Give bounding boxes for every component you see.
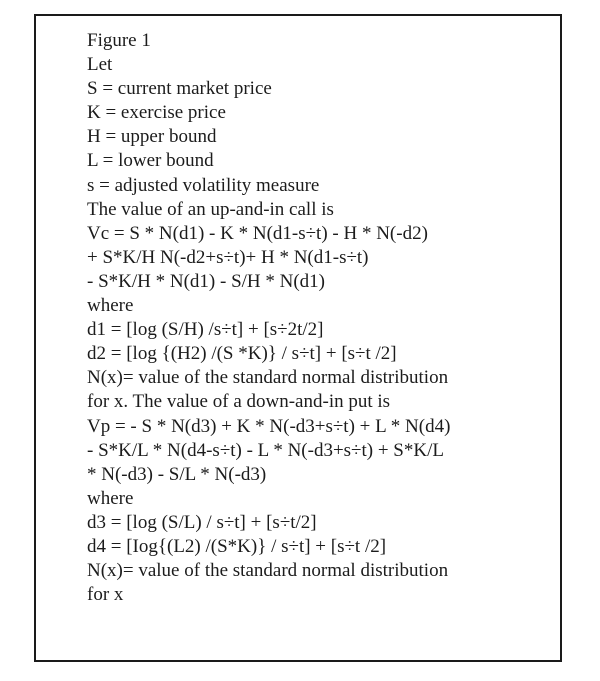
text-line: N(x)= value of the standard normal distribution <box>87 367 449 389</box>
formula-line: - S*K/H * N(d1) - S/H * N(d1) <box>87 270 326 292</box>
text-line: Let <box>87 54 113 76</box>
formula-line: d2 = [log {(H2) /(S *K)} / s÷t] + [s÷t /2] <box>87 343 397 365</box>
text-line: K = exercise price <box>87 102 226 124</box>
text-line: where <box>87 295 134 317</box>
figure-box <box>34 14 562 662</box>
text-line: L = lower bound <box>87 150 214 172</box>
formula-line: d4 = [Iog{(L2) /(S*K)} / s÷t] + [s÷t /2] <box>87 535 387 557</box>
formula-line: Vc = S * N(d1) - K * N(d1-s÷t) - H * N(-d2) <box>87 222 428 244</box>
text-line: N(x)= value of the standard normal distribution <box>87 560 449 582</box>
formula-line: - S*K/L * N(d4-s÷t) - L * N(-d3+s÷t) + S*K/L <box>87 439 444 461</box>
text-line: S = current market price <box>87 78 272 100</box>
formula-line: * N(-d3) - S/L * N(-d3) <box>87 463 267 485</box>
figure-text <box>87 29 450 607</box>
formula-line: d1 = [log (S/H) /s÷t] + [s÷2t/2] <box>87 319 324 341</box>
text-line: s = adjusted volatility measure <box>87 174 320 196</box>
text-line: H = upper bound <box>87 126 217 148</box>
formula-line: d3 = [log (S/L) / s÷t] + [s÷t/2] <box>87 511 317 533</box>
text-line: for x <box>87 584 124 606</box>
formula-line: + S*K/H N(-d2+s÷t)+ H * N(d1-s÷t) <box>87 246 369 268</box>
text-line: The value of an up-and-in call is <box>87 198 334 220</box>
text-line: for x. The value of a down-and-in put is <box>87 391 391 413</box>
text-line: where <box>87 487 134 509</box>
formula-line: Vp = - S * N(d3) + K * N(-d3+s÷t) + L * N(d4) <box>87 415 451 437</box>
figure-title: Figure 1 <box>87 30 151 51</box>
